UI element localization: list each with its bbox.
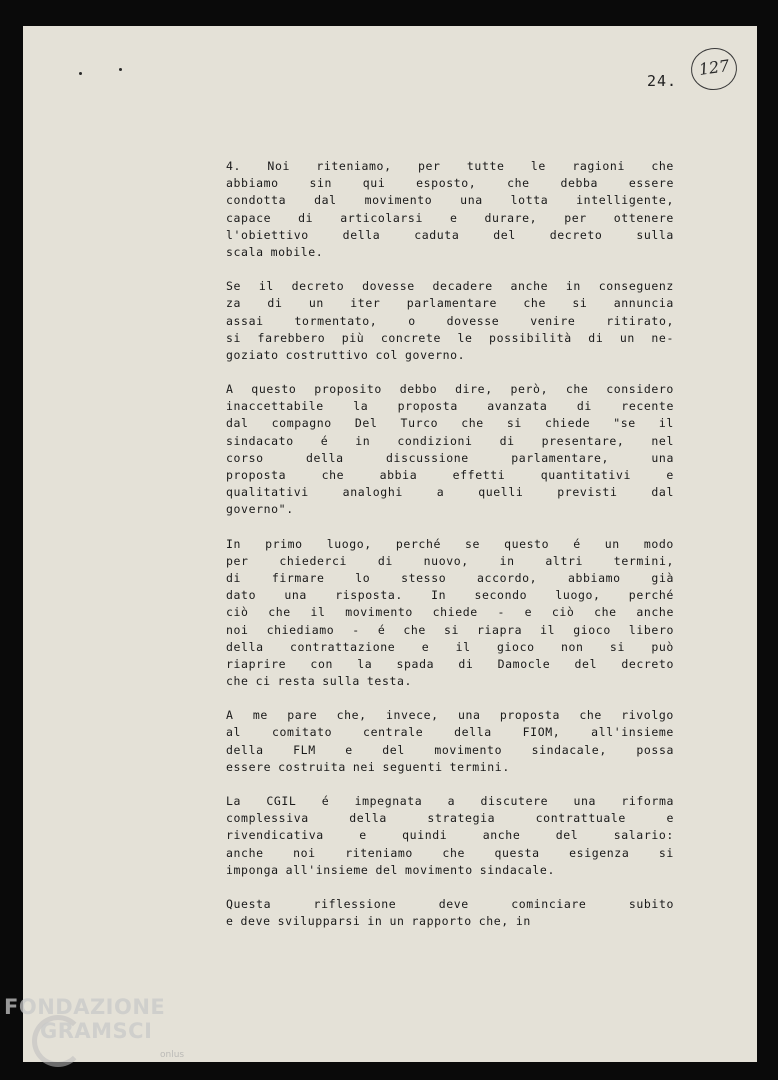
text-line: e deve svilupparsi in un rapporto che, in bbox=[226, 914, 531, 929]
paragraph bbox=[226, 158, 674, 261]
text-line: A me pare che, invece, una proposta che rivolgo bbox=[226, 708, 674, 723]
text-line: scala mobile. bbox=[226, 244, 324, 259]
text-line: dal compagno Del Turco che si chiede "se il bbox=[226, 416, 674, 431]
text-line: condotta dal movimento una lotta intelligente, bbox=[226, 193, 674, 208]
text-line: al comitato centrale della FIOM, all'insieme bbox=[226, 725, 674, 740]
text-line: capace di articolarsi e durare, per ottenere bbox=[226, 210, 674, 225]
archive-number: 127 bbox=[697, 55, 731, 80]
text-line: si farebbero più concrete le possibilità di un ne- bbox=[226, 330, 674, 345]
paragraph bbox=[226, 896, 674, 930]
text-line: ciò che il movimento chiede - e ciò che anche bbox=[226, 605, 674, 620]
page-number: 24. bbox=[647, 72, 678, 90]
text-line: per chiederci di nuovo, in altri termini, bbox=[226, 553, 674, 568]
text-line: rivendicativa e quindi anche del salario: bbox=[226, 828, 674, 843]
text-line: della FLM e del movimento sindacale, possa bbox=[226, 742, 674, 757]
text-line: Questa riflessione deve cominciare subito bbox=[226, 896, 674, 911]
text-line: In primo luogo, perché se questo é un modo bbox=[226, 536, 674, 551]
text-line: anche noi riteniamo che questa esigenza si bbox=[226, 845, 674, 860]
watermark-line1: FONDAZIONE bbox=[4, 995, 166, 1019]
text-line: 4. Noi riteniamo, per tutte le ragioni che bbox=[226, 159, 674, 173]
paragraph bbox=[226, 381, 674, 519]
text-line: di firmare lo stesso accordo, abbiamo già bbox=[226, 570, 674, 585]
text-line: assai tormentato, o dovesse venire ritirato, bbox=[226, 313, 674, 328]
text-line: riaprire con la spada di Damocle del decreto bbox=[226, 656, 674, 671]
text-line: za di un iter parlamentare che si annuncia bbox=[226, 296, 674, 311]
text-line: Se il decreto dovesse decadere anche in conseguenz bbox=[226, 279, 674, 294]
text-line: inaccettabile la proposta avanzata di recente bbox=[226, 399, 674, 414]
text-line: della contrattazione e il gioco non si può bbox=[226, 639, 674, 654]
document-page bbox=[23, 26, 757, 1062]
watermark-logo bbox=[4, 995, 194, 1075]
text-line: che ci resta sulla testa. bbox=[226, 674, 413, 689]
text-line: imponga all'insieme del movimento sindacale. bbox=[226, 862, 555, 877]
archive-number-stamp bbox=[688, 45, 739, 93]
watermark-sub: onlus bbox=[160, 1050, 185, 1060]
watermark-line2: GRAMSCI bbox=[40, 1019, 153, 1043]
text-line: noi chiediamo - é che si riapra il gioco libero bbox=[226, 622, 674, 637]
text-line: sindacato é in condizioni di presentare, nel bbox=[226, 433, 674, 448]
text-line: qualitativi analoghi a quelli previsti dal bbox=[226, 485, 674, 500]
paragraph bbox=[226, 793, 674, 879]
dust-speck bbox=[119, 68, 122, 71]
dust-speck bbox=[79, 72, 82, 75]
text-line: governo". bbox=[226, 502, 294, 517]
text-line: proposta che abbia effetti quantitativi e bbox=[226, 468, 674, 482]
text-line: A questo proposito debbo dire, però, che considero bbox=[226, 382, 674, 397]
paragraph bbox=[226, 707, 674, 776]
text-line: abbiamo sin qui esposto, che debba essere bbox=[226, 176, 674, 191]
text-line: complessiva della strategia contrattuale e bbox=[226, 811, 674, 826]
text-line: La CGIL é impegnata a discutere una riforma bbox=[226, 794, 674, 808]
text-line: corso della discussione parlamentare, una bbox=[226, 450, 674, 465]
text-line: l'obiettivo della caduta del decreto sulla bbox=[226, 227, 674, 242]
document-body bbox=[226, 158, 674, 947]
text-line: goziato costruttivo col governo. bbox=[226, 347, 466, 362]
paragraph bbox=[226, 278, 674, 364]
paragraph bbox=[226, 536, 674, 691]
text-line: dato una risposta. In secondo luogo, perché bbox=[226, 588, 674, 603]
text-line: essere costruita nei seguenti termini. bbox=[226, 759, 510, 774]
